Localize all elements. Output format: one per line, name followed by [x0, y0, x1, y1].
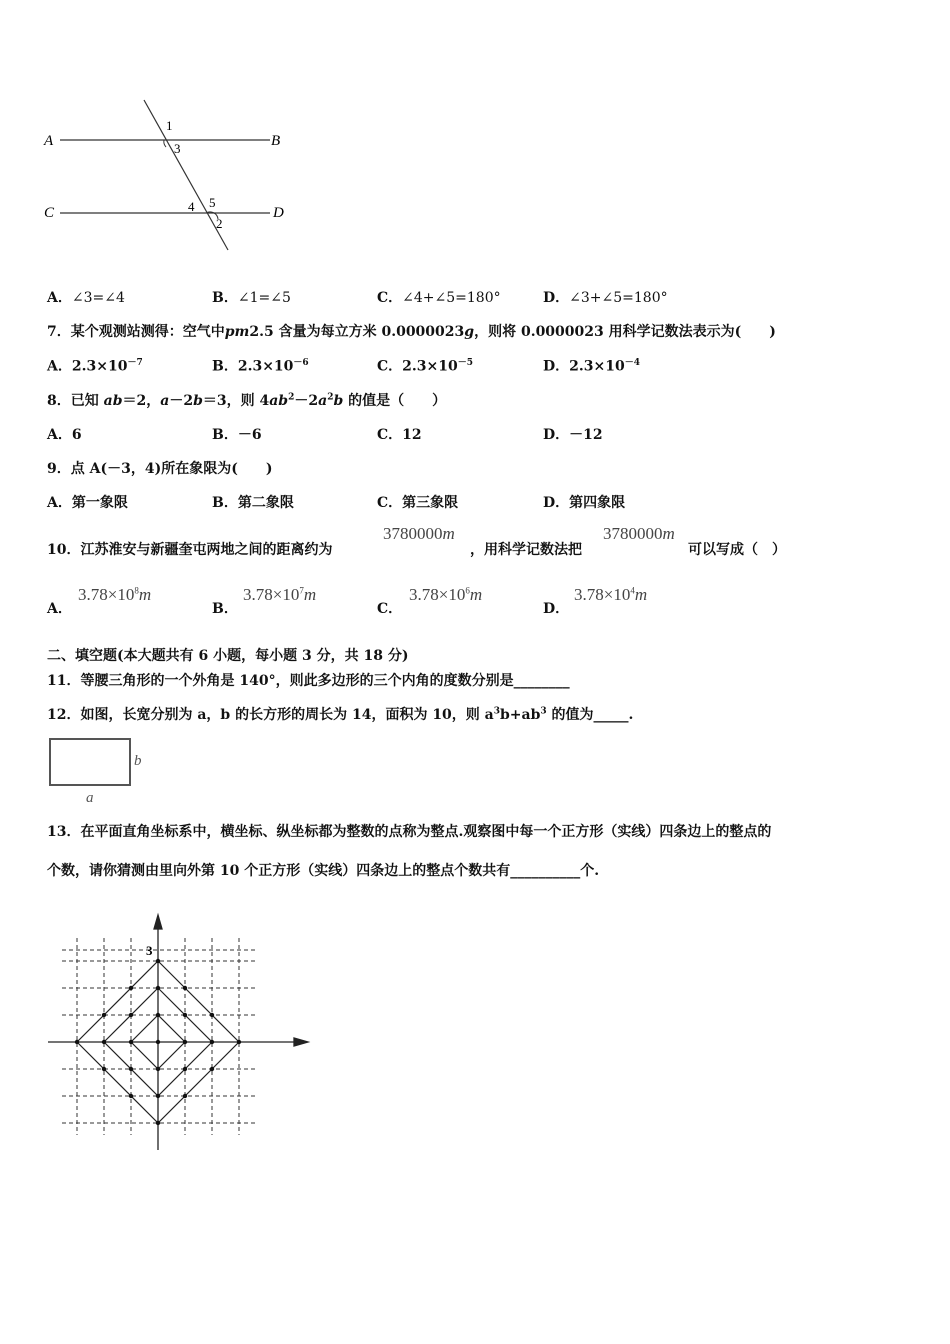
angle-label-3: 3	[174, 141, 181, 156]
rect-label-b: b	[134, 753, 142, 769]
parallel-lines-figure	[40, 95, 300, 255]
q11-text: 11．等腰三角形的一个外角是 140°，则此多边形的三个内角的度数分别是________	[47, 673, 570, 689]
q10-option-c-value: $3.78\times 10^6m$	[409, 585, 483, 604]
rectangle-figure	[44, 735, 154, 805]
q8-option-a[interactable]: A．6	[47, 427, 82, 443]
q9-stem: 9．点 A(－3，4)所在象限为( )	[47, 461, 273, 477]
q10-stem: 10．江苏淮安与新疆奎屯两地之间的距离约为	[47, 542, 333, 558]
label-c: C	[44, 205, 55, 221]
q10-stem-end: 可以写成（ ）	[688, 542, 786, 558]
q6-option-b[interactable]: B．∠1=∠5	[212, 290, 291, 306]
q9-option-c[interactable]: C．第三象限	[377, 495, 459, 511]
angle-label-2: 2	[216, 216, 223, 231]
rectangle	[50, 739, 130, 785]
q10-distance-value: 3780000m	[383, 524, 455, 543]
q7-option-b[interactable]: B．$2.3\times 10^{-6}$	[212, 358, 309, 375]
q8-stem: 8．已知 ab＝2，a－2b＝3，则 $4ab^2-2a^2b$ 的值是（ ）	[47, 392, 447, 409]
q7-option-d[interactable]: D．$2.3\times 10^{-4}$	[543, 358, 640, 375]
label-b: B	[271, 133, 281, 149]
q13-line2: 个数，请你猜测由里向外第 10 个正方形（实线）四条边上的整点个数共有__________个.	[47, 863, 600, 879]
q10-option-b[interactable]: B．	[212, 601, 238, 617]
q10-option-b-value: $3.78\times 10^7m$	[243, 585, 317, 604]
q10-stem-mid: ，用科学记数法把	[470, 542, 582, 558]
q8-option-b[interactable]: B．－6	[212, 427, 262, 443]
q7-stem: 7．某个观测站测得：空气中pm2.5 含量为每立方米 0.0000023g，则将 0.0000023 用科学记数法表示为( )	[47, 324, 776, 340]
rect-label-a: a	[86, 790, 94, 805]
angle-mark-1	[164, 140, 166, 147]
q9-option-d[interactable]: D．第四象限	[543, 495, 626, 511]
label-d: D	[273, 205, 284, 221]
angle-label-4: 4	[188, 199, 195, 214]
q10-option-d-value: $3.78\times 10^4m$	[574, 585, 648, 604]
q7-option-c[interactable]: C．$2.3\times 10^{-5}$	[377, 358, 473, 375]
angle-label-1: 1	[166, 118, 173, 133]
angle-label-5: 5	[209, 195, 216, 210]
q6-option-c[interactable]: C．∠4+∠5=180°	[377, 290, 501, 306]
q10-distance-value-2: 3780000m	[603, 524, 675, 543]
q10-option-c[interactable]: C．	[377, 601, 403, 617]
q12-text: 12．如图，长宽分别为 a，b 的长方形的周长为 14，面积为 10，则 $a^3b+ab^3$ 的值为_____.	[47, 706, 634, 723]
q8-option-c[interactable]: C．12	[377, 427, 422, 443]
x-axis-arrow-icon	[294, 1038, 308, 1046]
axis-tick-label-3: 3	[146, 943, 153, 958]
lattice-squares-figure	[40, 910, 315, 1155]
q7-option-a[interactable]: A．$2.3\times 10^{-7}$	[47, 358, 143, 375]
q13-line1: 13．在平面直角坐标系中，横坐标、纵坐标都为整数的点称为整点.观察图中每一个正方形（实线）四条边上的整点的	[47, 824, 772, 840]
q10-option-d[interactable]: D．	[543, 601, 570, 617]
q8-option-d[interactable]: D．－12	[543, 427, 603, 443]
q6-option-a[interactable]: A．∠3=∠4	[47, 290, 125, 306]
label-a: A	[44, 133, 54, 149]
section-heading: 二、填空题(本大题共有 6 小题，每小题 3 分，共 18 分)	[47, 648, 409, 664]
q9-option-b[interactable]: B．第二象限	[212, 495, 294, 511]
q10-option-a[interactable]: A．	[47, 601, 72, 617]
y-axis-arrow-icon	[154, 915, 162, 929]
q10-option-a-value: $3.78\times 10^8m$	[78, 585, 152, 604]
q9-option-a[interactable]: A．第一象限	[47, 495, 128, 511]
q6-option-d[interactable]: D．∠3+∠5=180°	[543, 290, 668, 306]
